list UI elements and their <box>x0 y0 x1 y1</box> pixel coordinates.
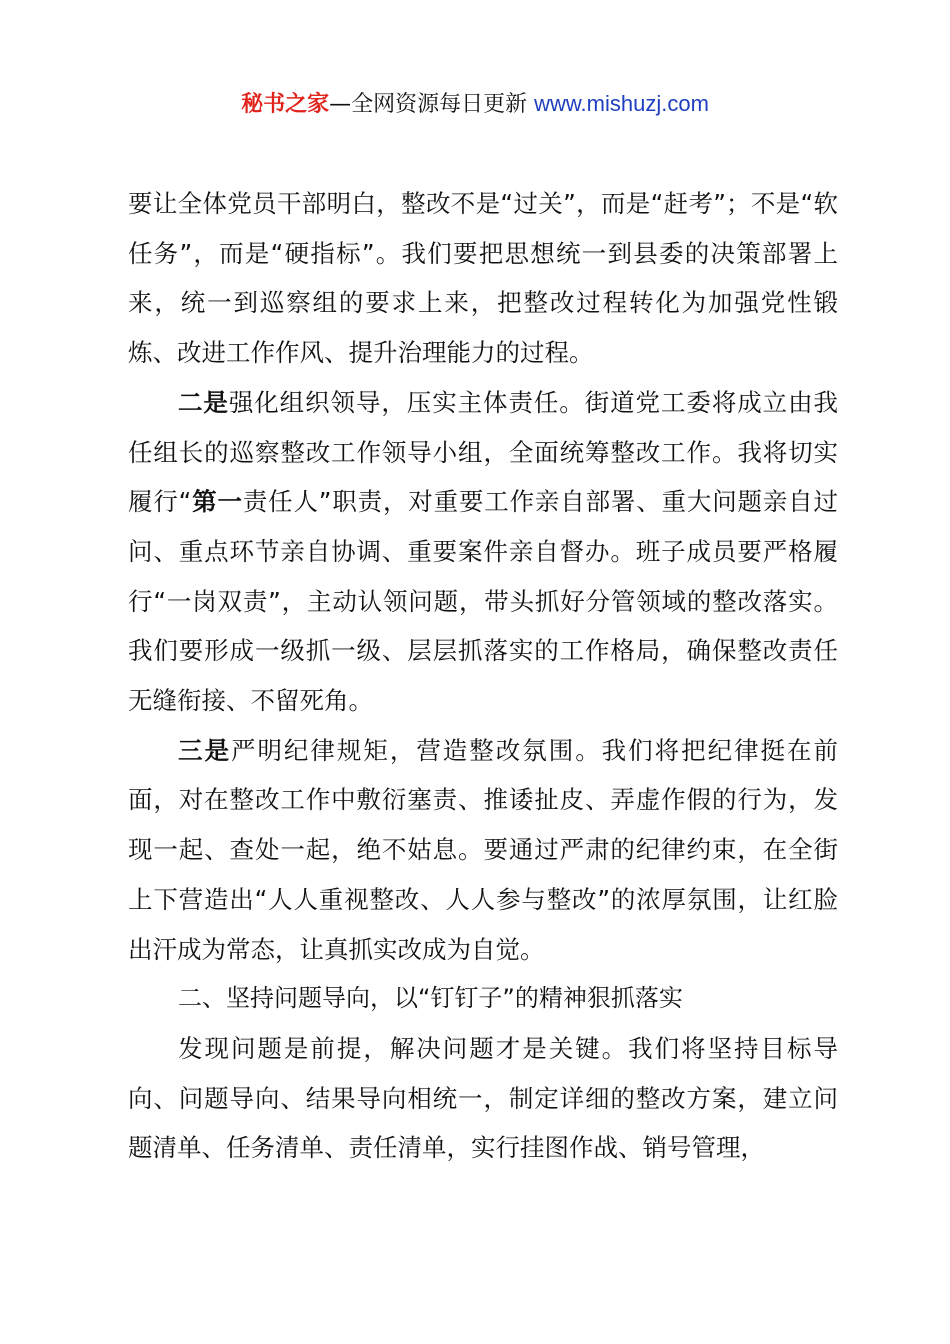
paragraph-1: 要让全体党员干部明白，整改不是“过关”，而是“赶考”；不是“软任务”，而是“硬指标”。我们要把思想统一到县委的决策部署上来，统一到巡察组的要求上来，把整改过程转化为加强党性锻炼、改进工作作风、提升治理能力的过程。 <box>128 189 838 368</box>
paragraph-3-text: 严明纪律规矩，营造整改氛围。我们将把纪律挺在前面，对在整改工作中敷衍塞责、推诿扯皮、弄虚作假的行为，发现一起、查处一起，绝不姑息。要通过严肃的纪律约束，在全街上下营造出“人人重视整改、人人参与整改”的浓厚氛围，让红脸出汗成为常态，让真抓实改成为自觉。 <box>128 735 839 964</box>
paragraph-2-text-b: 责任人”职责，对重要工作亲自部署、重大问题亲自过问、重点环节亲自协调、重要案件亲自督办。班子成员要严格履行“一岗双责”，主动认领问题，带头抓好分管领域的整改落实。我们要形成一级抓一级、层层抓落实的工作格局，确保整改责任无缝衔接、不留死角。 <box>128 487 838 716</box>
paragraph-2-text-a: 强化组织领导，压实主体责任。街道党工委将成立由我任组长的巡察整改工作领导小组，全面统筹整改工作。我将切实履行“ <box>128 387 839 517</box>
paragraph-4: 发现问题是前提，解决问题才是关键。我们将坚持目标导向、问题导向、结果导向相统一，制定详细的整改方案，建立问题清单、任务清单、责任清单，实行挂图作战、销号管理， <box>128 1033 838 1163</box>
header-tagline: —全网资源每日更新 <box>329 92 535 117</box>
document-body <box>128 179 838 1173</box>
page-header <box>0 88 950 121</box>
paragraph-3 <box>128 726 838 975</box>
section-heading-2: 二、坚持问题导向，以“钉钉子”的精神狠抓落实 <box>178 984 683 1013</box>
website-url[interactable]: www.mishuzj.com <box>534 91 709 116</box>
brand-name: 秘书之家 <box>241 92 330 117</box>
paragraph-2-emphasis: 第一 <box>191 487 243 517</box>
paragraph-2 <box>128 378 838 726</box>
paragraph-3-lead: 三是 <box>178 735 231 765</box>
paragraph-2-lead: 二是 <box>178 387 229 417</box>
